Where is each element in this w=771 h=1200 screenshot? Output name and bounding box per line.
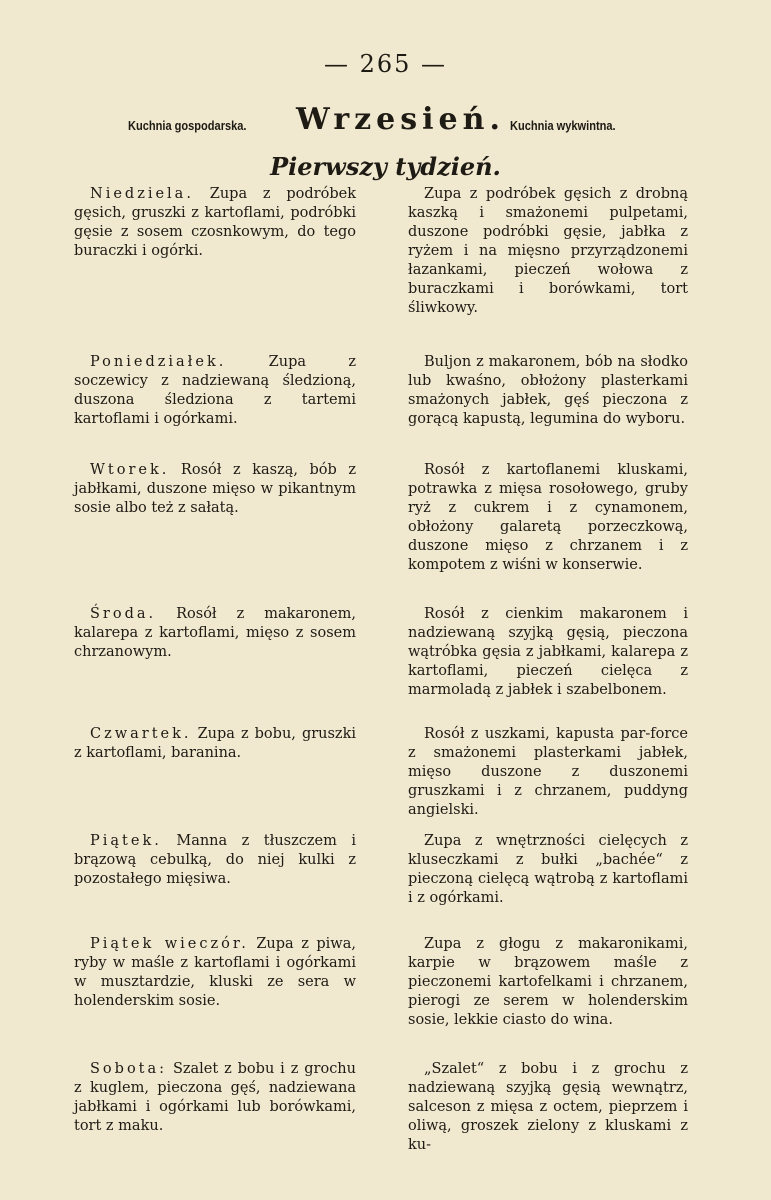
menu-entry-saturday [74, 1060, 356, 1136]
menu-text: Manna z tłuszczem i brązową cebulką, do niej kulki z pozostałego mięsiwa. [74, 833, 356, 887]
menu-entry-friday-fine: Zupa z wnętrzności cielęcych z kluseczkami z bułki „bachée“ z pieczoną cielęcą wątrobą z kartoflami i z ogórkami. [408, 833, 688, 906]
day-label: Niedziela. [90, 186, 194, 202]
day-label: Środa. [90, 606, 157, 622]
header-left-label: Kuchnia gospodarska. [128, 118, 247, 133]
menu-entry-friday [74, 832, 356, 889]
day-label: Czwartek. [90, 726, 192, 742]
menu-entry-saturday-fine: „Szalet“ z bobu i z grochu z nadziewaną szyjką gęsią wewnątrz, salceson z mięsa z octem, pieprzem i oliwą, groszek zielony z kluskami z ku- [408, 1061, 688, 1153]
menu-text: Zupa z soczewicy z nadziewaną śledzioną, duszona śledziona z tartemi kartoflami i ogórkami. [74, 354, 356, 427]
menu-entry-wednesday-fine: Rosół z cienkim makaronem i nadziewaną szyjką gęsią, pieczona wątróbka gęsia z jabłkami, kalarepa z kartoflami, pieczeń cielęca z marmoladą z jabłek i szabelbonem. [408, 606, 688, 698]
day-label: Poniedziałek. [90, 354, 227, 370]
menu-entry-sunday-fine: Zupa z podróbek gęsich z drobną kaszką i smażonemi pulpetami, duszone podróbki gęsie, jabłka z ryżem i na mięsno przyrządzonemi łazankami, pieczeń wołowa z buraczkami i borówkami, tort śliwkowy. [408, 186, 688, 316]
menu-text: Rosół z kaszą, bób z jabłkami, duszone mięso w pikantnym sosie albo też z sałatą. [74, 462, 356, 516]
menu-text: Zupa z bobu, gruszki z kartoflami, baranina. [74, 726, 356, 761]
header-right-label: Kuchnia wykwintna. [510, 118, 616, 133]
menu-text: Szalet z bobu i z grochu z kuglem, pieczona gęś, nadziewana jabłkami i ogórkami lub borówkami, tort z maku. [74, 1061, 356, 1134]
page-header [0, 100, 771, 150]
day-label: Sobota: [90, 1061, 168, 1077]
menu-entry-friday-evening-fine: Zupa z głogu z makaronikami, karpie w brązowem maśle z pieczonemi kartofelkami i chrzanem, pierogi ze serem w holenderskim sosie, lekkie ciasto do wina. [408, 936, 688, 1028]
menu-text: Rosół z makaronem, kalarepa z kartoflami, mięso z sosem chrzanowym. [74, 606, 356, 660]
menu-entry-monday-fine: Buljon z makaronem, bób na słodko lub kwaśno, obłożony plasterkami smażonych jabłek, gęś pieczona z gorącą kapustą, legumina do wyboru. [408, 354, 688, 427]
day-label: Piątek. [90, 833, 162, 849]
day-label: Wtorek. [90, 462, 170, 478]
menu-entry-wednesday [74, 605, 356, 662]
menu-entry-tuesday-fine: Rosół z kartoflanemi kluskami, potrawka z mięsa rosołowego, gruby ryż z cukrem i z cynamonem, obłożony galaretą porzeczkową, duszone mięso z chrzanem i z kompotem z wiśni w konserwie. [408, 462, 688, 573]
page-number: — 265 — [323, 50, 448, 78]
week-title: Pierwszy tydzień. [270, 152, 501, 181]
month-title: Wrzesień. [296, 102, 505, 137]
menu-entry-tuesday [74, 461, 356, 518]
menu-entry-sunday [74, 185, 356, 261]
menu-entry-thursday [74, 725, 356, 763]
menu-entry-thursday-fine: Rosół z uszkami, kapusta par-force z smażonemi plasterkami jabłek, mięso duszone z duszonemi gruszkami i z chrzanem, puddyng angielski. [408, 726, 688, 818]
menu-text: Zupa z piwa, ryby w maśle z kartoflami i ogórkami w musztardzie, kluski ze sera w holenderskim sosie. [74, 936, 356, 1009]
menu-entry-monday [74, 353, 356, 429]
menu-text: Zupa z podróbek gęsich, gruszki z kartoflami, podróbki gęsie z sosem czosnkowym, do tego buraczki i ogórki. [74, 186, 356, 259]
day-label: Piątek wieczór. [90, 936, 249, 952]
menu-entry-friday-evening [74, 935, 356, 1011]
